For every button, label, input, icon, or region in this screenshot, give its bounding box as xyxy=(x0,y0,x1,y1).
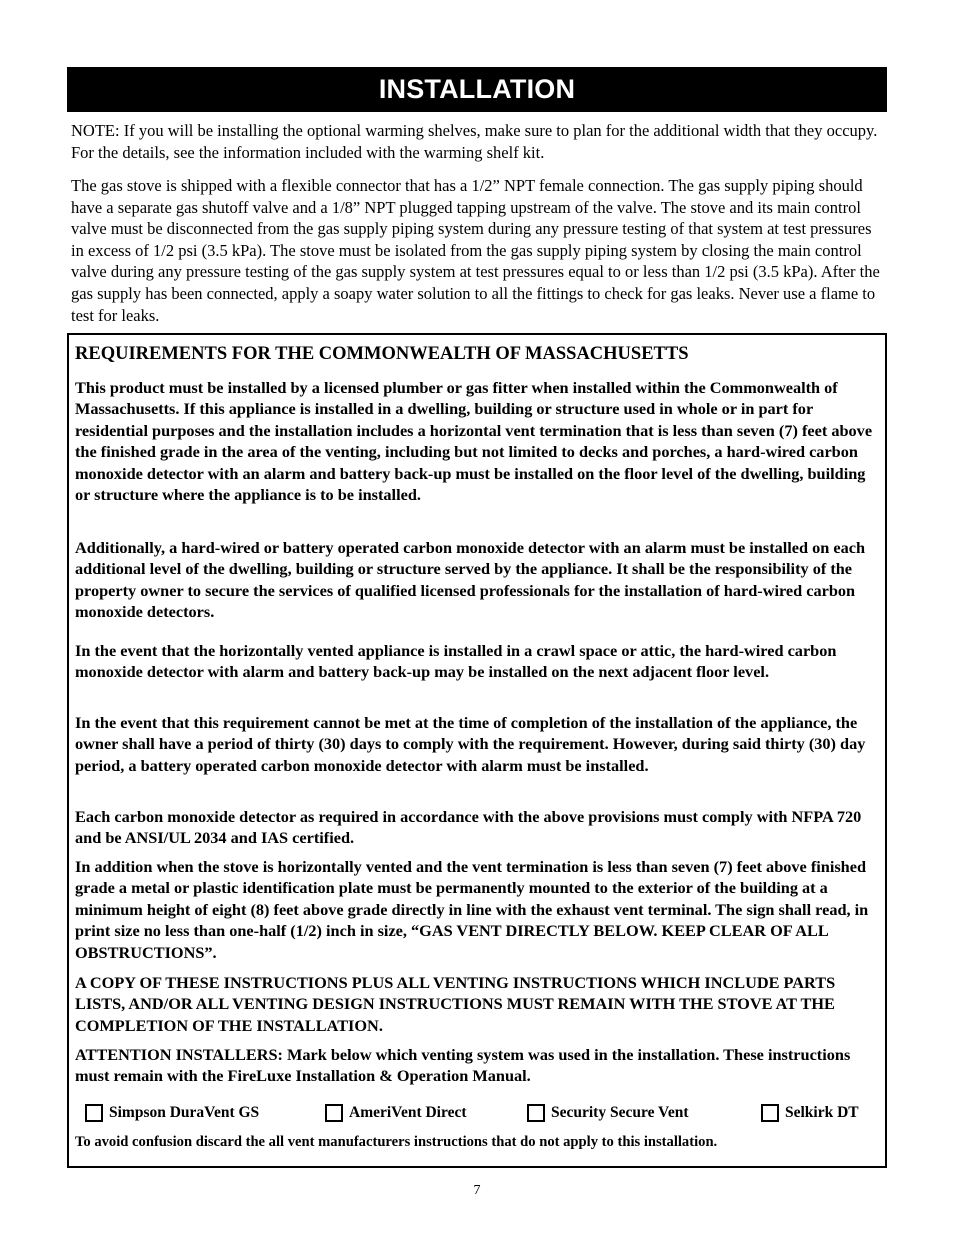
checkbox[interactable] xyxy=(325,1104,343,1122)
section-header xyxy=(67,67,887,112)
checkbox[interactable] xyxy=(527,1104,545,1122)
page-number: 7 xyxy=(473,1183,481,1198)
checkbox[interactable] xyxy=(761,1104,779,1122)
vent-option-simpson[interactable]: Simpson DuraVent GS xyxy=(85,1102,259,1123)
checkbox[interactable] xyxy=(85,1104,103,1122)
massachusetts-title: REQUIREMENTS FOR THE COMMONWEALTH OF MASSACHUSETTS xyxy=(75,344,689,364)
discard-note: To avoid confusion discard the all vent manufacturers instructions that do not apply to this installation. xyxy=(75,1134,718,1150)
page-title: INSTALLATION xyxy=(378,74,576,104)
requirement-paragraph: Each carbon monoxide detector as required in accordance with the above provisions must comply with NFPA 720 and be ANSI/UL 2034 and IAS certified. xyxy=(75,807,862,848)
requirement-paragraph: This product must be installed by a licensed plumber or gas fitter when installed within the Commonwealth of Massachusetts. If this appliance is installed in a dwelling, building or structure used in whole or in part for residential purposes and the installation includes a horizontal vent termination that is less than seven (7) feet above the finished grade in the area of the venting, including but not limited to decks and porches, a hard-wired carbon monoxide detector with an alarm and battery back-up must be installed on the floor level of the dwelling, building or structure where the appliance is to be installed. xyxy=(75,378,873,505)
vent-option-amerivent[interactable]: AmeriVent Direct xyxy=(325,1102,467,1123)
gas-supply-paragraph: The gas stove is shipped with a flexible connector that has a 1/2” NPT female connection. The gas supply piping should have a separate gas shutoff valve and a 1/8” NPT plugged tapping upstream of the valve. The stove and its main control valve must be disconnected from the gas supply piping system during any pressure testing of that system at test pressures in excess of 1/2 psi (3.5 kPa). The stove must be isolated from the gas supply piping system by closing the main control valve during any pressure testing of the gas supply system at test pressures equal to or less than 1/2 psi (3.5 kPa). After the gas supply has been connected, apply a soapy water solution to all the fittings to check for gas leaks. Never use a flame to test for leaks. xyxy=(71,176,880,325)
massachusetts-requirements-box xyxy=(67,333,887,1168)
attention-installers: ATTENTION INSTALLERS: Mark below which venting system was used in the installation. These instructions must remain with the FireLuxe Installation & Operation Manual. xyxy=(75,1045,851,1086)
requirement-paragraph: A COPY OF THESE INSTRUCTIONS PLUS ALL VENTING INSTRUCTIONS WHICH INCLUDE PARTS LISTS, AND/OR ALL VENTING DESIGN INSTRUCTIONS MUST REMAIN WITH THE STOVE AT THE COMPLETION OF THE INSTALLATION. xyxy=(75,973,836,1035)
requirement-paragraph: In addition when the stove is horizontally vented and the vent termination is less than seven (7) feet above finished grade a metal or plastic identification plate must be permanently mounted to the exterior of the building at a minimum height of eight (8) feet above grade directly in line with the exhaust vent terminal. The sign shall read, in print size no less than one-half (1/2) inch in size, “GAS VENT DIRECTLY BELOW. KEEP CLEAR OF ALL OBSTRUCTIONS”. xyxy=(75,857,869,962)
requirement-paragraph: Additionally, a hard-wired or battery operated carbon monoxide detector with an alarm must be installed on each additional level of the dwelling, building or structure served by the appliance. It shall be the responsibility of the property owner to secure the services of qualified licensed professionals for the installation of hard-wired carbon monoxide detectors. xyxy=(75,538,866,622)
requirement-paragraph: In the event that this requirement cannot be met at the time of completion of the installation of the appliance, the owner shall have a period of thirty (30) days to comply with the requirement. However, during said thirty (30) day period, a battery operated carbon monoxide detector with alarm must be installed. xyxy=(75,713,866,775)
warming-shelf-note: NOTE: If you will be installing the optional warming shelves, make sure to plan for the additional width that they occupy. For the details, see the information included with the warming shelf kit. xyxy=(71,121,878,162)
vent-option-security[interactable]: Security Secure Vent xyxy=(527,1102,688,1123)
vent-option-selkirk[interactable]: Selkirk DT xyxy=(761,1102,859,1123)
vent-system-options xyxy=(75,1102,883,1128)
requirement-paragraph: In the event that the horizontally vented appliance is installed in a crawl space or attic, the hard-wired carbon monoxide detector with alarm and battery back-up may be installed on the next adjacent floor level. xyxy=(75,641,837,682)
